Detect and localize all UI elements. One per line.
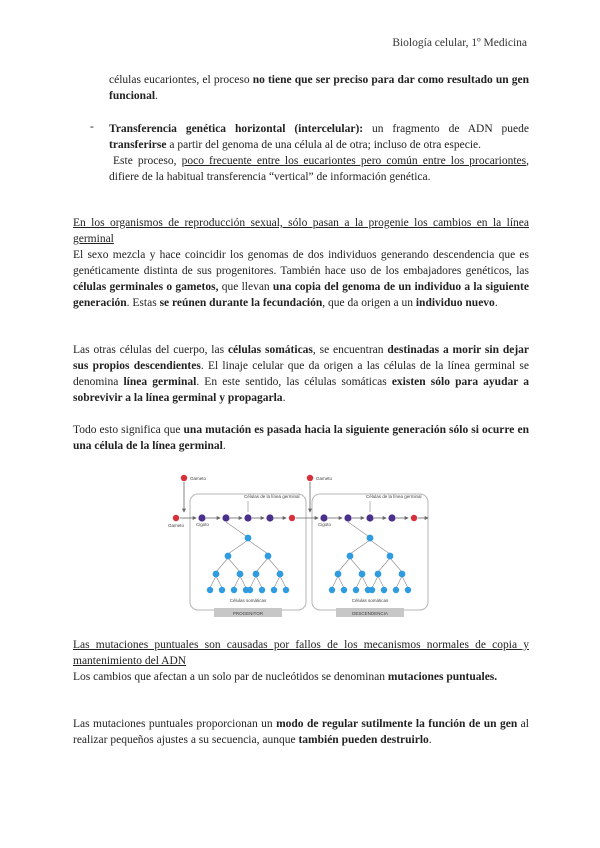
intro-bold: no tiene que ser preciso para dar como resultado un gen funcional (109, 74, 529, 102)
somatic-cell (347, 553, 354, 560)
somatic-cell (253, 571, 260, 578)
intro-end: . (155, 90, 158, 102)
somatic-cell (231, 587, 237, 593)
germ-cell (366, 514, 373, 521)
s1-text-c: . Estas (126, 297, 160, 309)
somatic-cell (207, 587, 213, 593)
s2-text-a: Los cambios que afectan a un solo par de nucleótidos se denominan (73, 671, 388, 683)
somatic-cell (219, 587, 225, 593)
s1-bold-c: se reúnen durante la fecundación (159, 297, 323, 309)
germline-label-left: Células de la línea germinal (244, 494, 300, 499)
transfer-text-3: Este proceso, (113, 155, 182, 167)
som-text-c: . El linaje celular que da origen a las células de la línea germinal se denomina (73, 360, 529, 388)
somatic-cell (381, 587, 387, 593)
transfer-underline: poco frecuente entre los eucariontes pero común entre los procariontes (181, 155, 527, 167)
som-bold-c: línea germinal (123, 376, 197, 388)
somatic-cell (367, 535, 374, 542)
section1-body (73, 247, 529, 311)
somatic-cell (245, 535, 252, 542)
s1-bold-a: células germinales o gametos, (73, 281, 219, 293)
germline-label-right: Células de la línea germinal (366, 494, 422, 499)
somatic-cell (375, 571, 382, 578)
pt-bold-a: modo de regular sutilmente la función de un gen (276, 718, 518, 730)
gamete-label-bottom: Gameto (168, 523, 185, 528)
intro-text: células eucariontes, el proceso (109, 74, 253, 86)
gamete-top-right (307, 475, 313, 481)
s1-bold-b: una copia del genoma de un individuo a la siguiente generación (73, 281, 529, 309)
transfer-bold: transferirse (109, 139, 167, 151)
s1-text-e: . (494, 297, 498, 309)
som-bold-a: células somáticas (227, 344, 313, 356)
point-paragraph (73, 716, 529, 748)
progenitor-label: PROGENITOR (232, 611, 264, 616)
somatic-cell (359, 571, 366, 578)
germ-cell (222, 514, 229, 521)
section2-title: Las mutaciones puntuales son causadas por fallos de los mecanismos normales de copia y mantenimiento del ADN (73, 639, 529, 667)
somatic-cell (335, 571, 342, 578)
somatic-cell (237, 571, 244, 578)
pt-text-b: al realizar pequeños ajustes a su secuencia, aunque (73, 718, 529, 746)
somatic-cell (259, 587, 265, 593)
som-text-a: Las otras células del cuerpo, las (73, 344, 228, 356)
somatic-cell (341, 587, 347, 593)
zygote-label-left: Cigoto (196, 522, 210, 527)
s1-bold-d: individuo nuevo (415, 297, 495, 309)
section1-title: En los organismos de reproducción sexual, sólo pasan a la progenie los cambios en la línea germinal (73, 217, 529, 245)
germ-cell (266, 514, 273, 521)
s1-text-d: , que da origen a un (322, 297, 416, 309)
somatic-cell (369, 587, 375, 593)
somatic-cell (277, 571, 284, 578)
gamete-label-right: Gameto (316, 476, 333, 481)
somatic-label-left: Células somáticas (229, 598, 267, 603)
somatic-cell (329, 587, 335, 593)
somatic-cell (247, 587, 253, 593)
somatic-cell (213, 571, 220, 578)
som-text-d: . En este sentido, las células somáticas (196, 376, 392, 388)
transfer-text-4: , difiere de la habitual transferencia “vertical” de información genética. (109, 155, 529, 183)
pt-text-a: Las mutaciones puntuales proporcionan un (73, 718, 277, 730)
somatic-cell (265, 553, 272, 560)
somatic-label-right: Células somáticas (351, 598, 389, 603)
intro-paragraph (109, 72, 529, 104)
pt-bold-b: también pueden destruirlo (298, 734, 429, 746)
gamete (289, 515, 295, 521)
gamete-label-left: Gameto (190, 476, 207, 481)
germline-diagram (168, 468, 430, 620)
somatic-cell (225, 553, 232, 560)
transfer-term: Transferencia genética horizontal (intercelular): (109, 123, 364, 135)
somatic-cell (283, 587, 289, 593)
somatic-cell (399, 571, 406, 578)
transfer-paragraph (109, 121, 529, 185)
mut-text-a: Todo esto significa que (73, 424, 184, 436)
zygote-label-right: Cigoto (318, 522, 332, 527)
transfer-text: un fragmento de ADN puede (363, 123, 529, 135)
section2-body (73, 669, 529, 685)
bullet-dash: - (90, 121, 94, 133)
page-header: Biología celular, 1º Medicina (392, 37, 527, 49)
gamete-bottom-left (173, 515, 179, 521)
pt-text-c: . (428, 734, 432, 746)
som-bold-b: destinadas a morir sin dejar sus propios descendientes (73, 344, 530, 372)
transfer-text-2: a partir del genoma de una célula al de otra; incluso de otra especie. (166, 139, 481, 151)
offspring-label: DESCENDENCIA (352, 611, 388, 616)
somatic-cell (387, 553, 394, 560)
germ-cell (388, 514, 395, 521)
zygote-right (320, 514, 327, 521)
s1-text-b: que llevan (218, 281, 273, 293)
somatic-cell (353, 587, 359, 593)
germline-diagram-svg (168, 468, 430, 620)
mut-text-b: . (222, 440, 226, 452)
somatic-cell (405, 587, 411, 593)
mutation-paragraph (73, 422, 529, 454)
somatic-cell (271, 587, 277, 593)
somatic-paragraph (73, 342, 529, 406)
zygote-left (198, 514, 205, 521)
som-text-e: . (282, 392, 286, 404)
som-text-b: , se encuentran (312, 344, 388, 356)
som-bold-d: existen sólo para ayudar a sobrevivir a la línea germinal y propagarla (73, 376, 529, 404)
gamete (411, 515, 417, 521)
s2-bold-a: mutaciones puntuales. (387, 671, 498, 683)
somatic-cell (393, 587, 399, 593)
germ-cell (244, 514, 251, 521)
gamete-top-left (181, 475, 187, 481)
s1-text-a: El sexo mezcla y hace coincidir los genomas de dos individuos generando descendencia que es genéticamente distinta de sus progenitores. También hace uso de los embajadores genéticos, las (73, 249, 529, 277)
germ-cell (344, 514, 351, 521)
mut-bold-a: una mutación es pasada hacia la siguiente generación sólo si ocurre en una célula de la línea germinal (73, 424, 529, 452)
